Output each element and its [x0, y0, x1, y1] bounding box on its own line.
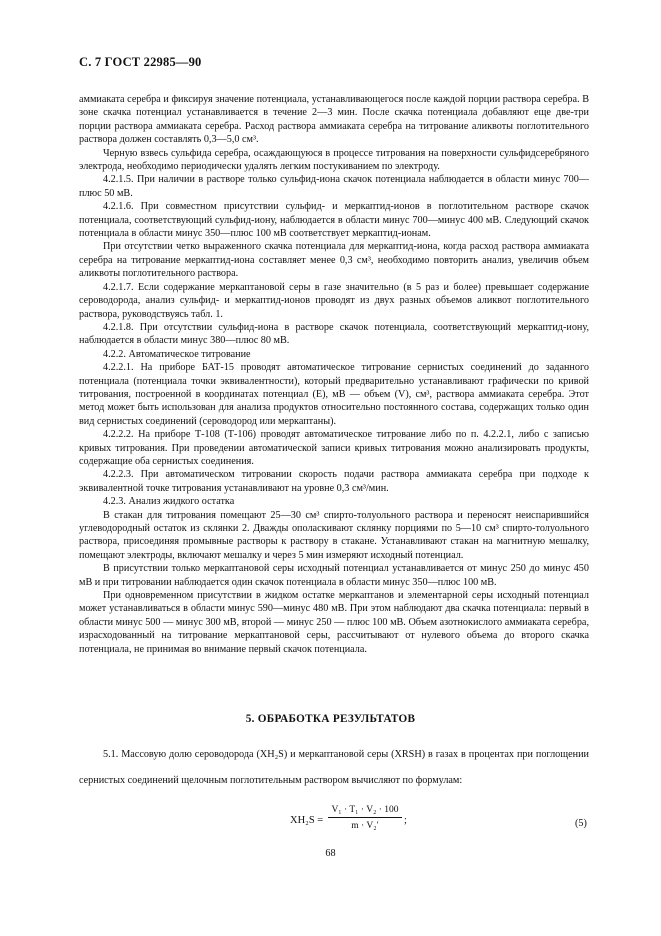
paragraph: 4.2.2.1. На приборе БАТ-15 проводят автоматическое титрование сернистых соединений до заданного потенциала (потенциала точки эквивалентности), который предварительно устанавливают графически по кривой титрования, построенной в координатах потенциал (E), мВ — объем (V), см³, раствора аммиаката серебра. Этот метод может быть использован для анализа продуктов относительно постоянного состава, содержащих только один вид сернистых соединений (сероводород или меркаптаны). — [79, 362, 589, 427]
paragraph: аммиаката серебра и фиксируя значение потенциала, устанавливающегося после каждой порции раствора серебра. В зоне скачка потенциал устанавливается в течение 2—3 мин. После скачка потенциала добавляют еще две-три порции раствора аммиаката серебра. Расход раствора аммиаката серебра на титрование аликвоты поглотительного раствора должен составлять 0,3—5,0 см³. — [79, 94, 589, 146]
formula-terminator: ; — [404, 815, 407, 826]
page-header: С. 7 ГОСТ 22985—90 — [79, 55, 202, 69]
paragraph: 4.2.1.7. Если содержание меркаптановой серы в газе значительно (в 5 раз и более) превышает содержание сероводорода, анализ сульфид- и меркаптид-ионов проводят из двух разных объемов аликвот поглотительного раствора, руководствуясь табл. 1. — [79, 281, 589, 320]
equation-number: (5) — [575, 818, 587, 829]
paragraph: 4.2.2.2. На приборе Т-108 (Т-106) проводят автоматическое титрование либо по п. 4.2.2.1, либо с записью кривых титрования. При проведении автоматической записи кривых титрования можно анализировать продукты, содержащие оба сернистых соединения. — [79, 429, 589, 467]
paragraph: 4.2.1.5. При наличии в растворе только сульфид-иона скачок потенциала наблюдается в области минус 700—плюс 50 мВ. — [79, 174, 589, 199]
paragraph: 4.2.2. Автоматическое титрование — [103, 348, 251, 360]
paragraph: При одновременном присутствии в жидком остатке меркаптанов и элементарной серы исходный потенциал может устанавливаться в области минус 590—минус 480 мВ. При этом наблюдают два скачка потенциала: первый в области минус 500 — минус 300 мВ, второй — минус 250 — плюс 100 мВ. Объем азотнокислого аммиаката серебра, израсходованный на титрование меркаптановой серы, рассчитывают от нулевого объема до второго скачка потенциала, не принимая во внимание первый скачок потенциала. — [79, 590, 589, 655]
body-text — [79, 93, 589, 656]
page-number: 68 — [325, 848, 336, 859]
paragraph: В присутствии только меркаптановой серы исходный потенциал устанавливается от минус 250 до минус 450 мВ и при титровании наблюдается один скачок потенциала в области минус 350—плюс 100 мВ. — [79, 563, 589, 588]
formula-denominator: m · V₂′ — [351, 821, 379, 831]
paragraph: Черную взвесь сульфида серебра, осаждающуюся в процессе титрования на поверхности сульфидсеребряного электрода, необходимо периодически удалять легким постукиванием по электроду. — [79, 147, 589, 173]
formula-fraction — [328, 805, 402, 831]
section-title: 5. ОБРАБОТКА РЕЗУЛЬТАТОВ — [245, 713, 416, 725]
section-paragraph: 5.1. Массовую долю сероводорода (XH₂S) и меркаптановой серы (XRSH) в газах в процентах при поглощении сернистых соединений щелочным поглотительным раствором вычисляют по формулам: — [79, 749, 589, 786]
paragraph: 4.2.1.8. При отсутствии сульфид-иона в растворе скачок потенциала, соответствующий меркаптид-иону, наблюдается в области минус 380—плюс 80 мВ. — [79, 321, 589, 347]
paragraph: 4.2.2.3. При автоматическом титровании скорость подачи раствора аммиаката серебра при подходе к эквивалентной точке титрования устанавливают на уровне 0,3 см³/мин. — [79, 469, 589, 494]
section-body — [79, 742, 589, 794]
formula-numerator: V₁ · T₁ · V₂ · 100 — [328, 805, 402, 818]
paragraph: При отсутствии четко выраженного скачка потенциала для меркаптид-иона, когда расход раствора аммиаката серебра на титрование меркаптид-иона составляет менее 0,3 см³, необходимо повторить анализ, увеличив объем аликвоты поглотительного раствора. — [79, 241, 589, 280]
paragraph: 4.2.3. Анализ жидкого остатка — [103, 496, 235, 508]
paragraph: 4.2.1.6. При совместном присутствии сульфид- и меркаптид-ионов в поглотительном растворе скачок потенциала, соответствующий сульфид-иону, наблюдается в области минус 700—минус 400 мВ. Следующий скачок потенциала в области минус 350—плюс 100 мВ соответствует меркаптид-ионам. — [79, 201, 589, 240]
formula-lhs: XH₂S = — [290, 815, 324, 826]
paragraph: В стакан для титрования помещают 25—30 см³ спирто-толуольного раствора и переносят неиспарившийся углеводородный остаток из склянки 2. Дважды ополаскивают склянку порциями по 5—10 см³ спирто-толуольного раствора, присоединяя промывные растворы к раствору в стакане. Устанавливают стакан на магнитную мешалку, помещают электроды, включают мешалку и через 5 мин измеряют исходный потенциал. — [79, 509, 589, 561]
